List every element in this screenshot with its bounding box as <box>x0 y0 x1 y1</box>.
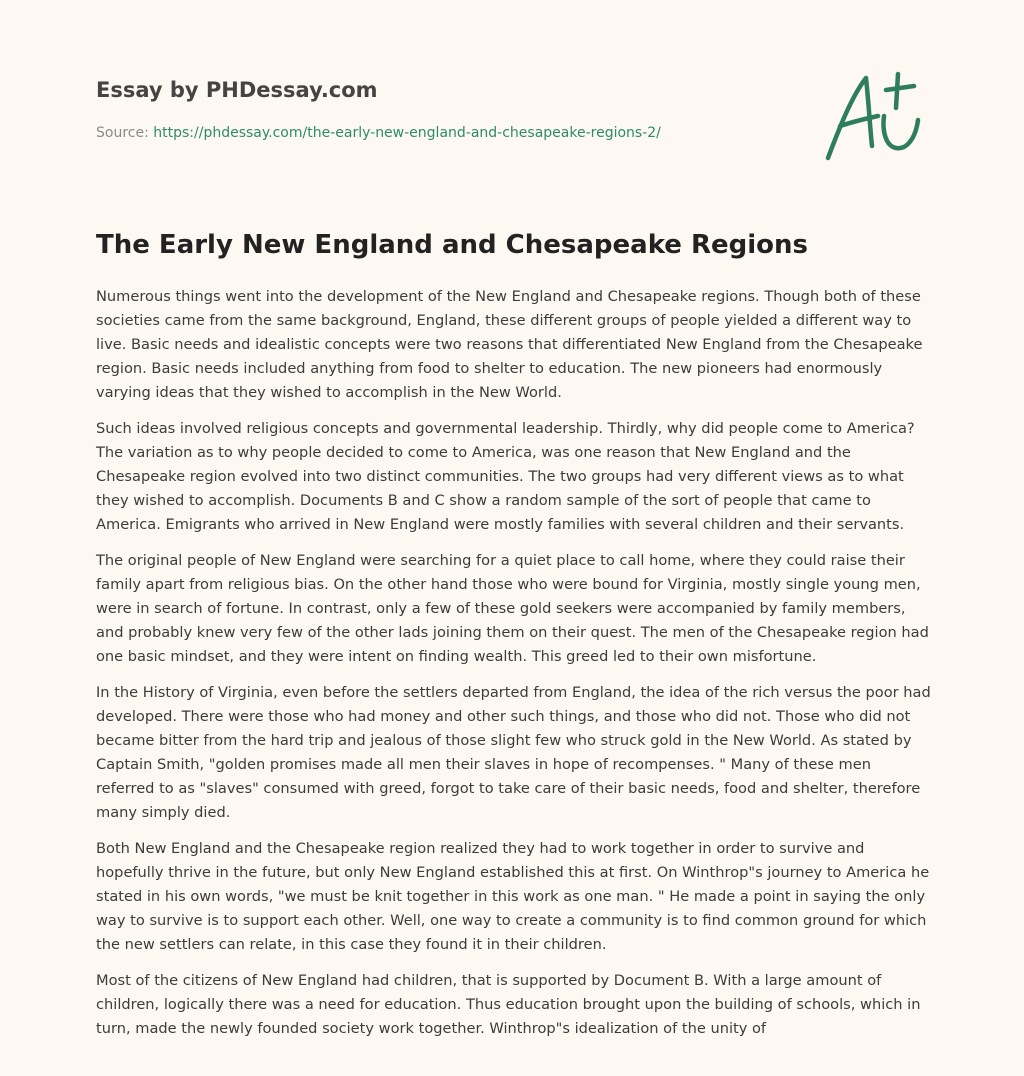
paragraph: Such ideas involved religious concepts and governmental leadership. Thirdly, why did people come to America? The variation as to why people decided to come to America, was one reason that New England and the Chesapeake region evolved into two distinct communities. The two groups had very different views as to what they wished to accomplish. Documents B and C show a random sample of the sort of people that came to America. Emigrants who arrived in New England were mostly families with several children and their servants. <box>96 420 915 533</box>
essay-header <box>96 74 928 143</box>
article-title: The Early New England and Chesapeake Regions <box>96 230 809 260</box>
paragraph: Most of the citizens of New England had children, that is supported by Document B. With a large amount of children, logically there was a need for education. Thus education brought upon the building of schools, which in turn, made the newly founded society work together. Winthrop"s idealization of the unity of <box>96 972 921 1037</box>
a-plus-grade-logo-icon <box>820 66 928 166</box>
paragraph: In the History of Virginia, even before the settlers departed from England, the idea of the rich versus the poor had developed. There were those who had money and other such things, and those who did not. Those who did not became bitter from the hard trip and jealous of those slight few who struck gold in the New World. As stated by Captain Smith, "golden promises made all men their slaves in hope of recompenses. " Many of these men referred to as "slaves" consumed with greed, forgot to take care of their basic needs, food and shelter, therefore many simply died. <box>96 684 931 821</box>
site-brand: Essay by PHDessay.com <box>96 78 378 102</box>
source-line <box>96 123 928 143</box>
paragraph: Both New England and the Chesapeake region realized they had to work together in order to survive and hopefully thrive in the future, but only New England established this at first. On Winthrop"s journey to America he stated in his own words, "we must be knit together in this work as one man. " He made a point in saying the only way to survive is to support each other. Well, one way to create a community is to find common ground for which the new settlers can relate, in this case they found it in their children. <box>96 840 930 953</box>
paragraph: The original people of New England were searching for a quiet place to call home, where they could raise their family apart from religious bias. On the other hand those who were bound for Virginia, mostly single young men, were in search of fortune. In contrast, only a few of these gold seekers were accompanied by family members, and probably knew very few of the other lads joining them on their quest. The men of the Chesapeake region had one basic mindset, and they were intent on finding wealth. This greed led to their own misfortune. <box>96 552 929 665</box>
paragraph: Numerous things went into the development of the New England and Chesapeake regions. Though both of these societies came from the same background, England, these different groups of people yielded a different way to live. Basic needs and idealistic concepts were two reasons that differentiated New England from the Chesapeake region. Basic needs included anything from food to shelter to education. The new pioneers had enormously varying ideas that they wished to accomplish in the New World. <box>96 288 923 401</box>
source-link[interactable]: https://phdessay.com/the-early-new-england-and-chesapeake-regions-2/ <box>153 125 661 141</box>
article-body <box>96 285 934 1053</box>
source-label: Source: <box>96 125 154 141</box>
